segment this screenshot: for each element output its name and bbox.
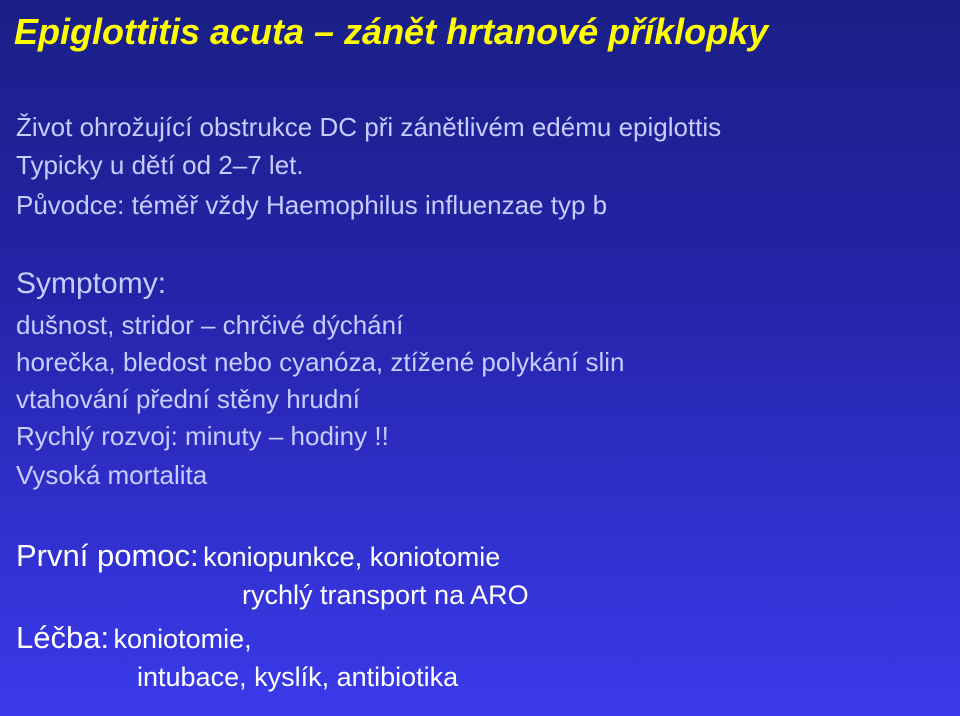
treatment-row (16, 620, 252, 656)
treatment-label: Léčba: (16, 620, 110, 655)
treatment-row-2 (137, 662, 458, 693)
intro-line-1: Život ohrožující obstrukce DC při zánětlivém edému epiglottis (16, 112, 722, 142)
treatment-line-2: intubace, kyslík, antibiotika (137, 662, 459, 692)
symptom-item: dušnost, stridor – chrčivé dýchání (16, 310, 404, 340)
slide-title: Epiglottitis acuta – zánět hrtanové příklopky (14, 11, 769, 52)
intro-line-2: Typicky u dětí od 2–7 let. (16, 150, 304, 180)
symptom-item: Vysoká mortalita (16, 460, 208, 490)
symptom-item: vtahování přední stěny hrudní (16, 384, 361, 414)
symptom-item: Rychlý rozvoj: minuty – hodiny !! (16, 421, 389, 451)
intro-line-3: Původce: téměř vždy Haemophilus influenzae typ b (16, 190, 608, 220)
first-aid-row (16, 538, 500, 574)
first-aid-line-1: koniopunkce, koniotomie (203, 542, 501, 572)
first-aid-line-2: rychlý transport na ARO (242, 580, 529, 610)
first-aid-label: První pomoc: (16, 538, 199, 573)
treatment-line-1: koniotomie, (113, 624, 252, 654)
symptoms-heading: Symptomy: (16, 267, 167, 300)
first-aid-row-2 (242, 580, 529, 611)
symptom-item: horečka, bledost nebo cyanóza, ztížené polykání slin (16, 347, 625, 377)
